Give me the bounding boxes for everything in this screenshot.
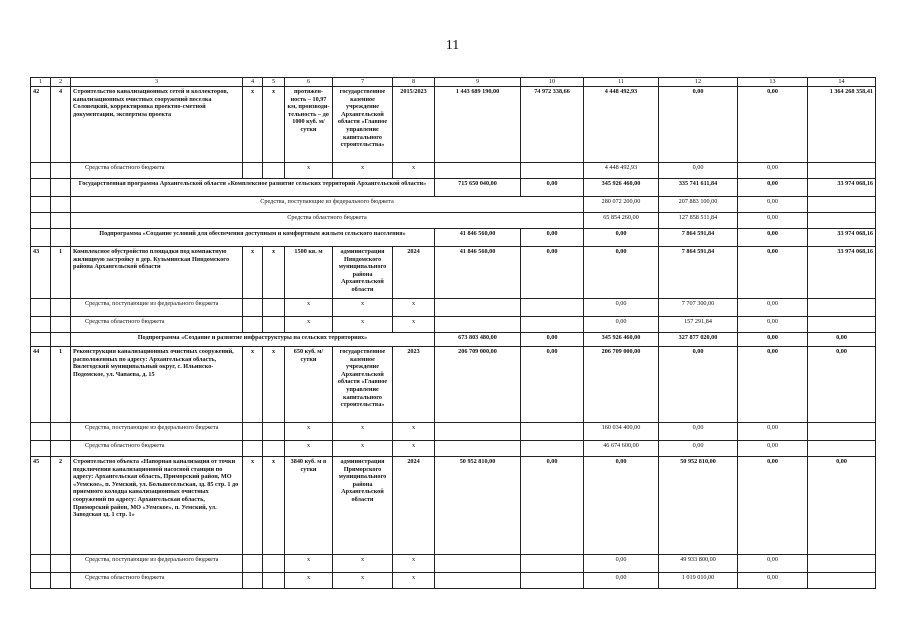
- funding-label: Средства областного бюджета: [71, 573, 243, 589]
- value-cell: 65 854 260,00: [584, 213, 659, 229]
- value-cell: 74 972 338,66: [521, 87, 584, 163]
- funding-label: Средства областного бюджета: [71, 163, 243, 179]
- table-row: [31, 457, 876, 555]
- years: 2015/2023: [393, 87, 435, 163]
- value-cell: 0,00: [659, 163, 738, 179]
- subprogram-title: Подпрограмма «Создание и развитие инфраструктуры на сельских территориях»: [71, 333, 435, 347]
- value-cell: 0,00: [584, 457, 659, 555]
- program-title: Государственная программа Архангельской области «Комплексное развитие сельских территорий Архангельской области»: [71, 179, 435, 197]
- cell-x: х: [243, 247, 263, 299]
- table-row: [31, 299, 876, 317]
- cell-x: х: [393, 555, 435, 573]
- subprogram-row: [31, 229, 876, 247]
- value-cell: 0,00: [738, 423, 808, 441]
- value-cell: 0,00: [738, 441, 808, 457]
- table-row: [31, 347, 876, 423]
- value-cell: 33 974 068,16: [808, 179, 876, 197]
- row-subnumber: 4: [51, 87, 71, 163]
- cell-x: х: [263, 247, 285, 299]
- cell-x: х: [263, 457, 285, 555]
- cell-x: х: [333, 299, 393, 317]
- table-row: [31, 573, 876, 589]
- table-row: [31, 441, 876, 457]
- value-cell: 50 952 810,00: [435, 457, 521, 555]
- table-row: [31, 163, 876, 179]
- cell-x: х: [263, 87, 285, 163]
- header-cell: 4: [243, 78, 263, 87]
- row-number: 45: [31, 457, 51, 555]
- cell-x: х: [285, 317, 333, 333]
- value-cell: 0,00: [808, 333, 876, 347]
- value-cell: 0,00: [738, 555, 808, 573]
- object-name: Строительство объекта «Напорная канализация от точки подключения канализационной насосной станции по адресу: Архангельская область, Приморский район, МО «Уемское», п. Уемский, ул. Большесельская, зд. 85 стр. 1 до приемного колодца канализационных очистных сооружений по адресу: Архангельская область, Приморский район, МО «Уемское», п. Уемский, ул. Заводская зд. 1 стр. 1»: [71, 457, 243, 555]
- funding-label: Средства, поступающие из федерального бюджета: [71, 197, 584, 213]
- value-cell: 345 926 460,00: [584, 333, 659, 347]
- value-cell: 0,00: [584, 299, 659, 317]
- value-cell: 345 926 460,00: [584, 179, 659, 197]
- cell-x: х: [393, 299, 435, 317]
- cell-x: х: [243, 87, 263, 163]
- value-cell: 50 952 810,00: [659, 457, 738, 555]
- funding-label: Средства, поступающие из федерального бюджета: [71, 423, 243, 441]
- value-cell: 0,00: [738, 457, 808, 555]
- value-cell: 0,00: [659, 347, 738, 423]
- investment-table: [30, 77, 876, 589]
- cell-x: х: [333, 163, 393, 179]
- cell-x: х: [333, 441, 393, 457]
- header-cell: 12: [659, 78, 738, 87]
- cell-x: х: [285, 573, 333, 589]
- value-cell: 7 707 300,00: [659, 299, 738, 317]
- value-cell: 4 448 492,93: [584, 87, 659, 163]
- value-cell: 0,00: [584, 247, 659, 299]
- header-cell: 2: [51, 78, 71, 87]
- value-cell: 127 858 511,84: [659, 213, 738, 229]
- row-subnumber: 1: [51, 247, 71, 299]
- value-cell: 0,00: [659, 87, 738, 163]
- object-name: Комплексное обустройство площадки под компактную жилищную застройку в дер. Кузьминская Няндомского района Архангельской области: [71, 247, 243, 299]
- value-cell: 0,00: [521, 347, 584, 423]
- value-cell: 0,00: [584, 317, 659, 333]
- page-number: 11: [445, 38, 460, 53]
- customer: государственное казенное учреждение Архангельской области «Главное управление капитального строительства»: [333, 87, 393, 163]
- value-cell: 0,00: [738, 163, 808, 179]
- object-power: 3840 куб. м в сутки: [285, 457, 333, 555]
- value-cell: 33 974 068,16: [808, 229, 876, 247]
- value-cell: 41 846 560,00: [435, 247, 521, 299]
- value-cell: 0,00: [521, 333, 584, 347]
- customer: администрация Приморского муниципального района Архангельской области: [333, 457, 393, 555]
- cell-x: х: [333, 555, 393, 573]
- funding-label: Средства областного бюджета: [71, 441, 243, 457]
- header-cell: 6: [285, 78, 333, 87]
- value-cell: 0,00: [521, 179, 584, 197]
- cell-x: х: [393, 573, 435, 589]
- value-cell: 327 877 020,00: [659, 333, 738, 347]
- value-cell: 0,00: [521, 247, 584, 299]
- value-cell: 0,00: [738, 87, 808, 163]
- table-row: [31, 213, 876, 229]
- cell-x: х: [285, 163, 333, 179]
- funding-label: Средства областного бюджета: [71, 213, 584, 229]
- years: 2024: [393, 247, 435, 299]
- value-cell: 0,00: [738, 197, 808, 213]
- cell-x: х: [393, 423, 435, 441]
- value-cell: 0,00: [738, 247, 808, 299]
- header-cell: 9: [435, 78, 521, 87]
- header-cell: 11: [584, 78, 659, 87]
- header-cell: 1: [31, 78, 51, 87]
- value-cell: 160 034 400,00: [584, 423, 659, 441]
- cell-x: х: [285, 555, 333, 573]
- value-cell: 7 864 591,84: [659, 229, 738, 247]
- cell-x: х: [263, 347, 285, 423]
- value-cell: 0,00: [738, 317, 808, 333]
- table-row: [31, 247, 876, 299]
- header-cell: 8: [393, 78, 435, 87]
- value-cell: 4 448 492,93: [584, 163, 659, 179]
- row-subnumber: 2: [51, 457, 71, 555]
- value-cell: 0,00: [738, 229, 808, 247]
- cell-x: х: [333, 573, 393, 589]
- value-cell: 0,00: [584, 573, 659, 589]
- value-cell: 280 072 200,00: [584, 197, 659, 213]
- value-cell: 715 650 040,00: [435, 179, 521, 197]
- program-row: [31, 179, 876, 197]
- value-cell: 335 741 611,84: [659, 179, 738, 197]
- object-power: протяжен- ность – 10,97 км, производи- тельность – до 1000 куб. м/ сутки: [285, 87, 333, 163]
- header-cell: 5: [263, 78, 285, 87]
- value-cell: 0,00: [808, 347, 876, 423]
- cell-x: х: [333, 423, 393, 441]
- value-cell: 1 443 689 190,00: [435, 87, 521, 163]
- funding-label: Средства, поступающие из федерального бюджета: [71, 299, 243, 317]
- cell-x: х: [393, 163, 435, 179]
- value-cell: 206 709 000,00: [435, 347, 521, 423]
- value-cell: 1 019 010,00: [659, 573, 738, 589]
- funding-label: Средства, поступающие из федерального бюджета: [71, 555, 243, 573]
- value-cell: 0,00: [521, 229, 584, 247]
- row-number: 43: [31, 247, 51, 299]
- table-row: [31, 423, 876, 441]
- header-cell: 10: [521, 78, 584, 87]
- value-cell: 49 933 800,00: [659, 555, 738, 573]
- value-cell: 0,00: [738, 347, 808, 423]
- row-subnumber: 1: [51, 347, 71, 423]
- value-cell: 0,00: [738, 299, 808, 317]
- header-cell: 13: [738, 78, 808, 87]
- subprogram-row: [31, 333, 876, 347]
- header-row: [31, 78, 876, 87]
- object-name: Строительство канализационных сетей и коллекторов, канализационных очистных сооружений поселка Соловецкий, корректировка проектно-сметной документации, экспертиза проекта: [71, 87, 243, 163]
- customer: администрация Няндомского муниципального района Архангельской области: [333, 247, 393, 299]
- value-cell: 7 864 591,84: [659, 247, 738, 299]
- header-cell: 14: [808, 78, 876, 87]
- value-cell: 0,00: [808, 457, 876, 555]
- table-row: [31, 555, 876, 573]
- value-cell: 0,00: [521, 457, 584, 555]
- object-name: Реконструкция канализационных очистных сооружений, расположенных по адресу: Архангельская область, Вилегодский муниципальный округ, с. Ильинско-Подомское, ул. Чапаева, д. 15: [71, 347, 243, 423]
- cell-x: х: [285, 423, 333, 441]
- value-cell: 0,00: [659, 441, 738, 457]
- value-cell: 0,00: [584, 229, 659, 247]
- value-cell: 0,00: [659, 423, 738, 441]
- value-cell: 157 291,84: [659, 317, 738, 333]
- value-cell: 206 709 000,00: [584, 347, 659, 423]
- value-cell: 0,00: [738, 573, 808, 589]
- row-number: 44: [31, 347, 51, 423]
- subprogram-title: Подпрограмма «Создание условий для обеспечения доступным и комфортным жильем сельского населения»: [71, 229, 435, 247]
- header-cell: 3: [71, 78, 243, 87]
- table-row: [31, 317, 876, 333]
- value-cell: 673 803 480,00: [435, 333, 521, 347]
- value-cell: 0,00: [738, 213, 808, 229]
- customer: государственное казенное учреждение Архангельской области «Главное управление капитального строительства»: [333, 347, 393, 423]
- cell-x: х: [393, 441, 435, 457]
- table-row: [31, 197, 876, 213]
- value-cell: 33 974 068,16: [808, 247, 876, 299]
- object-power: 1500 кв. м: [285, 247, 333, 299]
- table-row: [31, 87, 876, 163]
- cell-x: х: [333, 317, 393, 333]
- value-cell: 1 364 268 358,41: [808, 87, 876, 163]
- years: 2024: [393, 457, 435, 555]
- value-cell: 207 883 100,00: [659, 197, 738, 213]
- cell-x: х: [243, 457, 263, 555]
- value-cell: 41 846 560,00: [435, 229, 521, 247]
- cell-x: х: [393, 317, 435, 333]
- value-cell: 0,00: [738, 179, 808, 197]
- value-cell: 46 674 600,00: [584, 441, 659, 457]
- funding-label: Средства областного бюджета: [71, 317, 243, 333]
- cell-x: х: [285, 299, 333, 317]
- cell-x: х: [243, 347, 263, 423]
- header-cell: 7: [333, 78, 393, 87]
- row-number: 42: [31, 87, 51, 163]
- value-cell: 0,00: [738, 333, 808, 347]
- value-cell: 0,00: [584, 555, 659, 573]
- object-power: 650 куб. м/сутки: [285, 347, 333, 423]
- cell-x: х: [285, 441, 333, 457]
- years: 2023: [393, 347, 435, 423]
